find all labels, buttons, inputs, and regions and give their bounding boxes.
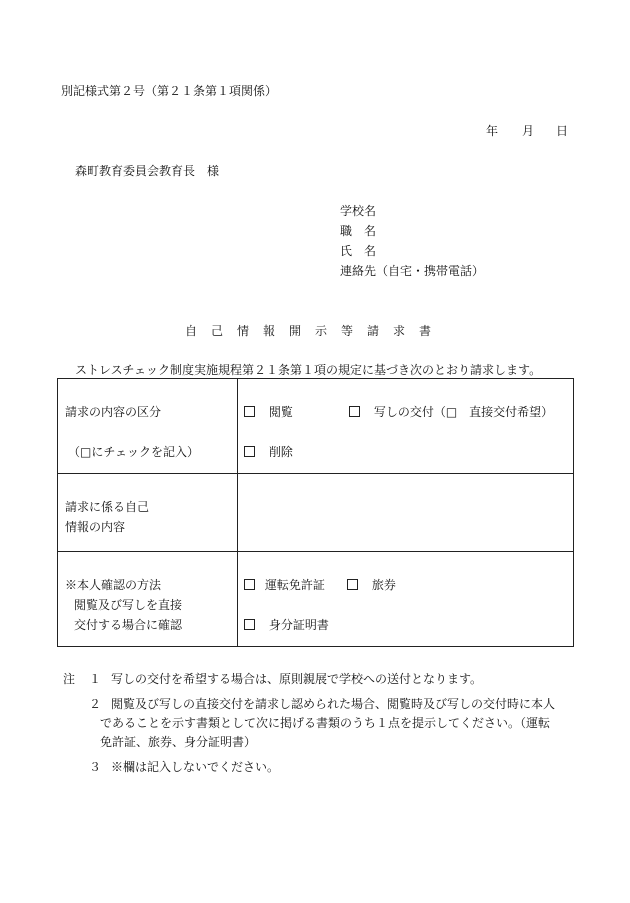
contact-label: 連絡先（自宅・携帯電話）	[340, 264, 485, 278]
note-1-number: １	[89, 672, 102, 686]
school-name-label: 学校名	[340, 204, 377, 218]
option-view[interactable]	[244, 405, 293, 419]
intro-sentence: ストレスチェック制度実施規程第２１条第１項の規定に基づき次のとおり請求します。	[75, 363, 542, 377]
passport-checkbox[interactable]	[347, 579, 358, 590]
identity-check-options-cell	[238, 552, 574, 647]
name-label: 氏 名	[340, 244, 377, 258]
request-category-label: 請求の内容の区分	[65, 405, 162, 419]
info-content-value[interactable]	[238, 474, 573, 551]
id-card-checkbox[interactable]	[244, 619, 255, 630]
identity-check-label-line1: ※本人確認の方法	[65, 578, 162, 592]
note-1-text: 写しの交付を希望する場合は、原則親展で学校への送付となります。	[111, 672, 483, 686]
option-copy[interactable]	[349, 405, 553, 419]
date-year-label: 年	[486, 124, 499, 138]
option-drivers-license-label: 運転免許証	[264, 578, 325, 592]
form-reference: 別記様式第２号（第２１条第１項関係）	[61, 84, 278, 98]
addressee: 森町教育委員会教育長 様	[75, 164, 220, 178]
copy-checkbox[interactable]	[349, 406, 360, 417]
request-category-label-cell	[58, 379, 238, 474]
note-3	[89, 760, 279, 774]
identity-check-row	[58, 552, 574, 647]
note-2-number: ２	[89, 697, 102, 711]
request-form-table	[57, 378, 574, 647]
option-drivers-license[interactable]	[244, 578, 325, 592]
option-id-card-label: 身分証明書	[268, 618, 329, 632]
note-3-number: ３	[89, 760, 102, 774]
option-id-card[interactable]	[244, 618, 329, 632]
identity-check-label-cell	[58, 552, 238, 647]
identity-check-label-line2: 閲覧及び写しを直接	[74, 598, 183, 612]
drivers-license-checkbox[interactable]	[244, 579, 255, 590]
info-content-row	[58, 474, 574, 552]
document-title: 自己情報開示等請求書	[184, 324, 445, 338]
note-2-text-line1: 閲覧及び写しの直接交付を請求し認められた場合、閲覧時及び写しの交付時に本人	[111, 697, 556, 711]
info-content-label-line1: 請求に係る自己	[65, 500, 150, 514]
option-passport[interactable]	[347, 578, 396, 592]
note-3-text: ※欄は記入しないでください。	[111, 760, 280, 774]
date-day-label: 日	[556, 124, 569, 138]
info-content-input-cell[interactable]	[238, 474, 574, 552]
note-2-text-line3: 免許証、旅券、身分証明書）	[100, 735, 257, 749]
notes-prefix: 注	[63, 672, 76, 686]
option-delete[interactable]	[244, 445, 293, 459]
note-2-text-line2: であることを示す書類として次に掲げる書類のうち１点を提示してください。（運転	[100, 716, 551, 730]
view-checkbox[interactable]	[244, 406, 255, 417]
option-view-label: 閲覧	[268, 405, 293, 419]
date-month-label: 月	[522, 124, 535, 138]
request-category-sublabel: （□にチェックを記入）	[68, 445, 199, 459]
option-delete-label: 削除	[268, 445, 293, 459]
note-1	[89, 672, 482, 686]
request-category-row	[58, 379, 574, 474]
option-copy-label: 写しの交付（□ 直接交付希望）	[373, 405, 554, 419]
option-passport-label: 旅券	[371, 578, 396, 592]
info-content-label-line2: 情報の内容	[65, 520, 126, 534]
delete-checkbox[interactable]	[244, 446, 255, 457]
info-content-label-cell	[58, 474, 238, 552]
request-category-options-cell	[238, 379, 574, 474]
identity-check-label-line3: 交付する場合に確認	[74, 618, 183, 632]
note-2-line1	[89, 697, 555, 711]
position-label: 職 名	[340, 224, 377, 238]
